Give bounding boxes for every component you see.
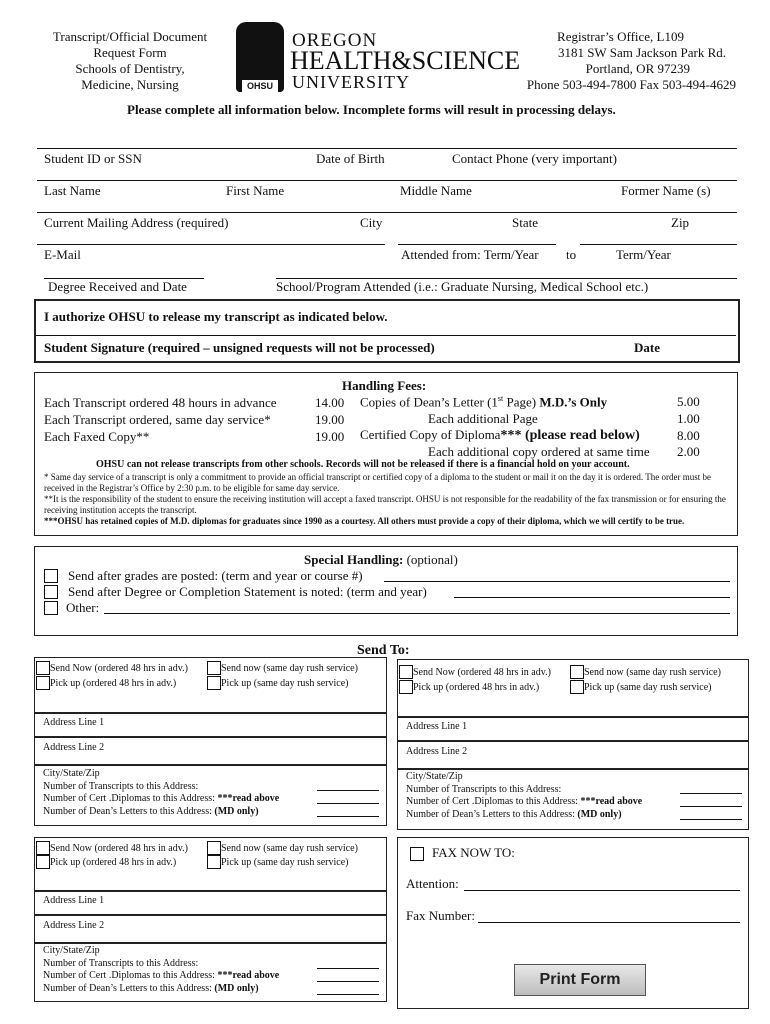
num-diplomas-label	[43, 970, 279, 983]
num-deans-label	[43, 806, 279, 819]
contact-line: 3181 SW Sam Jackson Park Rd.	[557, 45, 726, 60]
label-former-name: Former Name (s)	[621, 183, 711, 198]
form-title-line: Request Form	[93, 45, 167, 60]
fee-diploma-price: 8.00	[677, 428, 700, 443]
fees-note: **It is the responsibility of the student to ensure the receiving institution will accept a faxed transcript. OHSU is not responsible for the readability of the fax transmission or for ensuring the receiving institution accepts the transcript.	[44, 494, 726, 515]
fee-diploma-text: Certified Copy of Diploma	[360, 427, 501, 442]
num-deans-label	[43, 983, 279, 996]
address-3-line2-label: Address Line 2	[43, 920, 105, 931]
contact-line: Portland, OR 97239	[585, 61, 690, 76]
special-degree-input[interactable]	[454, 597, 730, 598]
pickup-3-label: Pick up (ordered 48 hrs in adv.)	[50, 857, 177, 868]
pickup-rush-1-checkbox[interactable]	[207, 676, 221, 690]
label-attended-from: Attended from: Term/Year	[401, 247, 539, 262]
fee-dean-letter-bold: M.D.’s Only	[539, 394, 608, 410]
address-1-details-text	[43, 768, 279, 818]
send-rush-1-checkbox[interactable]	[207, 661, 221, 675]
label-school: School/Program Attended (i.e.: Graduate Nursing, Medical School etc.)	[276, 279, 649, 294]
num-transcripts-label: Number of Transcripts to this Address:	[406, 783, 562, 795]
contact-line: Registrar’s Office, L109	[557, 29, 684, 44]
num-transcripts-label: Number of Transcripts to this Address:	[43, 780, 199, 792]
send-rush-2-checkbox[interactable]	[570, 665, 584, 679]
label-city: City	[360, 215, 383, 230]
label-address: Current Mailing Address (required)	[44, 215, 229, 230]
fee-diploma-bold: *** (please read below)	[500, 428, 640, 443]
send-to-title: Send To:	[357, 643, 410, 658]
num-diplomas-label	[43, 793, 279, 806]
num-transcripts-label: Number of Transcripts to this Address:	[43, 957, 199, 969]
special-handling-title	[304, 552, 458, 568]
fax-now-label: FAX NOW TO:	[432, 845, 515, 860]
pickup-rush-2-label: Pick up (same day rush service)	[584, 682, 712, 693]
fees-warning: OHSU can not release transcripts from other schools. Records will not be released if there is a financial hold on your account.	[96, 459, 630, 470]
pickup-rush-3-label: Pick up (same day rush service)	[221, 857, 349, 868]
fee-additional-copy-price: 2.00	[677, 444, 700, 459]
fees-notes	[44, 472, 728, 527]
special-title-bold: Special Handling:	[304, 552, 404, 567]
num-deans-1-input[interactable]	[317, 816, 379, 817]
num-diplomas-label	[406, 796, 642, 809]
fee-additional-page-price: 1.00	[677, 411, 700, 426]
send-rush-3-label: Send now (same day rush service)	[221, 843, 358, 854]
special-degree-label: Send after Degree or Completion Statement is noted: (term and year)	[68, 584, 427, 599]
num-deans-text: Number of Dean’s Letters to this Address:	[406, 808, 578, 820]
logo-text-oregon: OREGON	[292, 30, 378, 51]
email-input[interactable]	[37, 244, 385, 245]
fee-additional-copy: Each additional copy ordered at same time	[428, 444, 650, 459]
send-now-1-checkbox[interactable]	[36, 661, 50, 675]
fee-dean-letter-text: Copies of Dean’s Letter (1	[360, 394, 498, 410]
pickup-2-label: Pick up (ordered 48 hrs in adv.)	[413, 682, 540, 693]
fees-note: * Same day service of a transcript is only a commitment to provide an official transcript or certified copy of a diploma to the student or mail it on the day it is ordered. The order must be received in the Registrar’s Office by 2:30 p.m. to be eligible for same day service.	[44, 472, 711, 493]
label-state: State	[512, 215, 538, 230]
pickup-rush-1-label: Pick up (same day rush service)	[221, 678, 349, 689]
label-zip: Zip	[671, 215, 690, 230]
special-other-input[interactable]	[104, 613, 730, 614]
fees-title: Handling Fees:	[342, 378, 427, 393]
num-deans-text: Number of Dean’s Letters to this Address:	[43, 805, 215, 817]
num-diplomas-2-input[interactable]	[680, 806, 742, 807]
num-transcripts-3-input[interactable]	[317, 968, 379, 969]
logo-text-university: UNIVERSITY	[292, 72, 410, 92]
pickup-2-checkbox[interactable]	[399, 680, 413, 694]
fee-diploma	[360, 427, 640, 444]
city-state-zip-label: City/State/Zip	[43, 768, 100, 779]
label-dob: Date of Birth	[316, 151, 385, 166]
label-last-name: Last Name	[44, 183, 101, 198]
attended-from-input[interactable]	[398, 244, 556, 245]
form-title-line: Schools of Dentistry,	[75, 61, 185, 76]
num-deans-text: Number of Dean’s Letters to this Address:	[43, 982, 215, 994]
fee-price: 19.00	[315, 429, 345, 444]
address-1-line1-label: Address Line 1	[43, 717, 105, 728]
city-state-zip-label: City/State/Zip	[406, 771, 463, 782]
num-transcripts-2-input[interactable]	[680, 793, 742, 794]
fee-dean-letter-text2: Page)	[503, 394, 540, 410]
fax-number-label: Fax Number:	[406, 908, 475, 923]
fee-label: Each Transcript ordered 48 hours in advance	[44, 395, 277, 410]
send-now-2-label: Send Now (ordered 48 hrs in adv.)	[413, 667, 551, 678]
form-title-line: Medicine, Nursing	[81, 77, 179, 92]
student-id-dob-phone-input[interactable]	[37, 180, 737, 181]
fax-number-input[interactable]	[478, 922, 740, 923]
special-grades-label: Send after grades are posted: (term and year or course #)	[68, 568, 363, 583]
attended-to-input[interactable]	[580, 244, 737, 245]
label-middle-name: Middle Name	[400, 183, 472, 198]
md-only-note: (MD only)	[577, 808, 622, 820]
send-rush-1-label: Send now (same day rush service)	[221, 663, 358, 674]
special-title-optional: (optional)	[403, 552, 458, 567]
fee-price: 19.00	[315, 412, 345, 427]
fee-price: 14.00	[315, 395, 345, 410]
md-only-note: (MD only)	[214, 805, 259, 817]
city-state-zip-label: City/State/Zip	[43, 945, 100, 956]
form-title-line: Transcript/Official Document	[52, 29, 208, 44]
signature-input[interactable]	[460, 338, 620, 356]
fee-additional-page: Each additional Page	[428, 411, 538, 426]
read-above-note: ***read above	[217, 970, 280, 981]
send-rush-2-label: Send now (same day rush service)	[584, 667, 721, 678]
fees-left-prices	[315, 394, 344, 445]
special-other-label: Other:	[66, 600, 100, 615]
num-diplomas-text: Number of Cert .Diplomas to this Address:	[406, 796, 581, 807]
pickup-1-label: Pick up (ordered 48 hrs in adv.)	[50, 678, 177, 689]
fee-label: Each Faxed Copy**	[44, 429, 150, 444]
special-grades-input[interactable]	[384, 581, 730, 582]
address-3-line1-label: Address Line 1	[43, 895, 105, 906]
registrar-contact	[527, 29, 736, 93]
instructions-notice: Please complete all information below. Incomplete forms will result in processing delays.	[127, 102, 616, 117]
send-now-3-checkbox[interactable]	[36, 841, 50, 855]
address-1-line2-label: Address Line 2	[43, 742, 105, 753]
signature-label: Student Signature (required – unsigned requests will not be processed)	[44, 340, 435, 355]
fees-left-column	[44, 394, 277, 445]
fee-dean-letter	[360, 394, 607, 410]
read-above-note: ***read above	[580, 796, 643, 807]
send-rush-3-checkbox[interactable]	[207, 841, 221, 855]
num-diplomas-text: Number of Cert .Diplomas to this Address:	[43, 793, 218, 804]
logo-text-health-science: HEALTH&SCIENCE	[290, 46, 521, 75]
address-2-line2-label: Address Line 2	[406, 746, 468, 757]
address-3-details-text	[43, 945, 279, 995]
pickup-rush-3-checkbox[interactable]	[207, 855, 221, 869]
special-other-checkbox[interactable]	[44, 601, 58, 615]
address-2-line1-label: Address Line 1	[406, 721, 468, 732]
num-deans-label	[406, 809, 642, 822]
date-label: Date	[634, 340, 660, 355]
num-deans-2-input[interactable]	[680, 819, 742, 820]
label-degree: Degree Received and Date	[48, 279, 187, 294]
pickup-3-checkbox[interactable]	[36, 855, 50, 869]
read-above-note: ***read above	[217, 793, 280, 804]
contact-line: Phone 503-494-7800 Fax 503-494-4629	[526, 77, 736, 92]
name-input[interactable]	[37, 212, 737, 213]
special-degree-checkbox[interactable]	[44, 585, 58, 599]
label-first-name: First Name	[226, 183, 285, 198]
label-to: to	[566, 247, 577, 262]
fax-now-checkbox[interactable]	[410, 847, 424, 861]
fee-dean-letter-price: 5.00	[677, 394, 700, 409]
pickup-rush-2-checkbox[interactable]	[570, 680, 584, 694]
label-student-id: Student ID or SSN	[44, 151, 142, 166]
num-diplomas-1-input[interactable]	[317, 803, 379, 804]
num-transcripts-1-input[interactable]	[317, 790, 379, 791]
label-term-year: Term/Year	[616, 247, 671, 262]
label-phone: Contact Phone (very important)	[452, 151, 617, 166]
special-grades-checkbox[interactable]	[44, 569, 58, 583]
num-diplomas-3-input[interactable]	[317, 981, 379, 982]
send-now-3-label: Send Now (ordered 48 hrs in adv.)	[50, 843, 188, 854]
authorization-text: I authorize OHSU to release my transcript as indicated below.	[44, 309, 388, 324]
form-title	[40, 29, 220, 93]
print-form-button[interactable]: Print Form	[514, 964, 646, 996]
num-deans-3-input[interactable]	[317, 994, 379, 995]
md-only-note: (MD only)	[214, 982, 259, 994]
fee-dean-letter-sup: st	[497, 394, 504, 403]
send-now-1-label: Send Now (ordered 48 hrs in adv.)	[50, 663, 188, 674]
label-email: E-Mail	[44, 247, 81, 262]
fax-attention-input[interactable]	[464, 890, 740, 891]
address-2-details-text	[406, 771, 642, 821]
logo-badge: OHSU	[242, 80, 278, 92]
fax-attention-label: Attention:	[406, 876, 459, 891]
fee-label: Each Transcript ordered, same day service*	[44, 412, 271, 427]
num-diplomas-text: Number of Cert .Diplomas to this Address:	[43, 970, 218, 981]
fees-note: ***OHSU has retained copies of M.D. diplomas for graduates since 1990 as a courtesy. All others must provide a copy of their diploma, which we will certify to be true.	[44, 516, 685, 526]
pickup-1-checkbox[interactable]	[36, 676, 50, 690]
send-now-2-checkbox[interactable]	[399, 665, 413, 679]
